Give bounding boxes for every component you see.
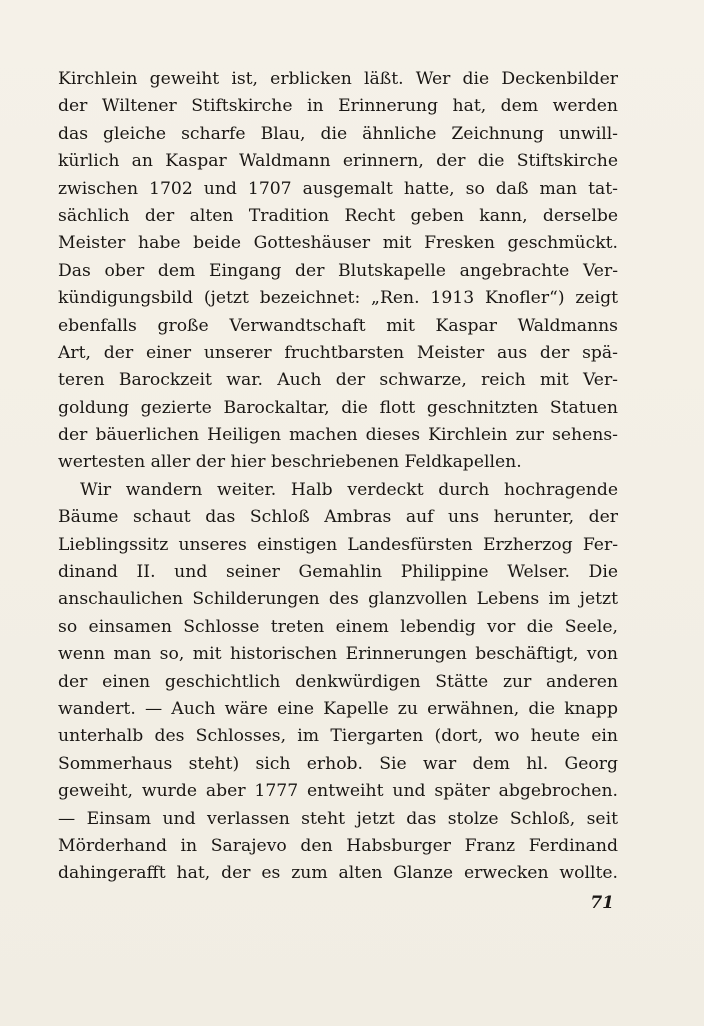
paragraph-1 [58,66,618,477]
page-number: 71 [590,893,614,913]
text-line: dahingerafft hat, der es zum alten Glanze erwecken wollte. [58,863,618,884]
text-line: wenn man so, mit historischen Erinnerungen beschäftigt, von [58,644,618,665]
paragraph-2 [58,477,618,888]
text-line: goldung gezierte Barockaltar, die flott geschnitzten Statuen [58,397,618,418]
text-line: Das ober dem Eingang der Blutskapelle angebrachte Ver- [58,260,618,281]
text-line: Mörderhand in Sarajevo den Habsburger Franz Ferdinand [58,835,618,856]
text-line: unterhalb des Schlosses, im Tiergarten (dort, wo heute ein [58,726,618,747]
text-line: kürlich an Kaspar Waldmann erinnern, der die Stiftskirche [58,151,618,172]
text-line: so einsamen Schlosse treten einem lebendig vor die Seele, [58,616,618,637]
text-line: kündigungsbild (jetzt bezeichnet: „Ren. 1913 Knofler“) zeigt [58,288,618,309]
text-line: Kirchlein geweiht ist, erblicken läßt. Wer die Deckenbilder [58,69,618,89]
text-line: sächlich der alten Tradition Recht geben kann, derselbe [58,205,618,226]
text-line: wandert. — Auch wäre eine Kapelle zu erwähnen, die knapp [58,698,618,719]
text-line: — Einsam und verlassen steht jetzt das stolze Schloß, seit [58,808,618,829]
text-line: teren Barockzeit war. Auch der schwarze, reich mit Ver- [58,370,618,391]
text-line: Lieblingssitz unseres einstigen Landesfürsten Erzherzog Fer- [58,534,618,555]
text-line: Wir wandern weiter. Halb verdeckt durch hochragende [80,479,618,500]
text-line: wertesten aller der hier beschriebenen Feldkapellen. [58,452,522,473]
text-line: Bäume schaut das Schloß Ambras auf uns herunter, der [58,507,618,528]
text-line: das gleiche scharfe Blau, die ähnliche Zeichnung unwill- [58,123,618,144]
text-line: der Wiltener Stiftskirche in Erinnerung hat, dem werden [58,96,618,117]
text-line: Sommerhaus steht) sich erhob. Sie war dem hl. Georg [58,753,618,774]
text-line: zwischen 1702 und 1707 ausgemalt hatte, so daß man tat- [58,178,618,199]
text-line: anschaulichen Schilderungen des glanzvollen Lebens im jetzt [58,589,618,610]
text-line: ebenfalls große Verwandtschaft mit Kaspar Waldmanns [58,315,618,336]
text-line: Meister habe beide Gotteshäuser mit Fresken geschmückt. [58,233,618,254]
text-line: geweiht, wurde aber 1777 entweiht und später abgebrochen. [58,781,618,802]
text-line: Art, der einer unserer fruchtbarsten Meister aus der spä- [58,342,618,363]
text-line: der einen geschichtlich denkwürdigen Stätte zur anderen [58,671,618,692]
text-line: der bäuerlichen Heiligen machen dieses Kirchlein zur sehens- [58,425,618,446]
text-line: dinand II. und seiner Gemahlin Philippine Welser. Die [58,562,618,583]
body-text [58,66,618,888]
